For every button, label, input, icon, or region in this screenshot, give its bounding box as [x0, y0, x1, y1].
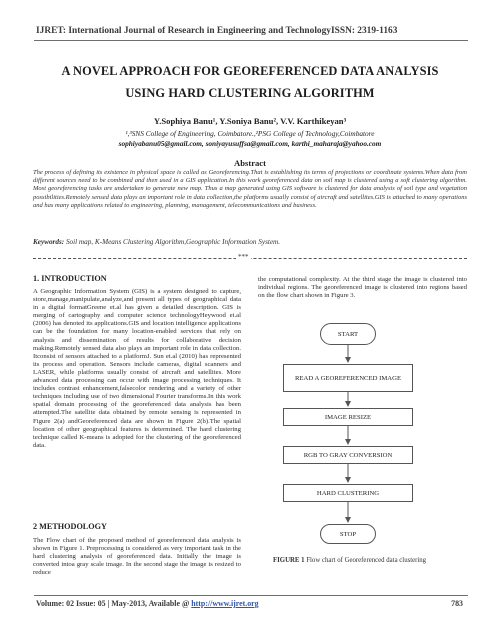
footer-divider	[34, 595, 468, 596]
flow-step-image-resize: IMAGE RESIZE	[283, 408, 413, 426]
flow-step-read-image: READ A GEOREFERENCED IMAGE	[283, 364, 413, 392]
flow-step-hard-clustering: HARD CLUSTERING	[283, 484, 413, 502]
keywords-line	[33, 238, 467, 246]
author-list: Y.Sophiya Banu¹, Y.Soniya Banu², V.V. Karthikeyan³	[153, 116, 347, 126]
flow-step-rgb-to-gray: RGB TO GRAY CONVERSION	[283, 446, 413, 464]
flow-step-start: START	[320, 323, 376, 345]
methodology-text: The Flow chart of the proposed method of georeferenced data analysis is shown in Figure 1. Preprocessing is considered as very important task in the hard clustering analysis of georeferenced data. Initially the image is converted intoa gray scale image. In the second stage the image is resized to reduce	[33, 537, 241, 577]
methodology-heading: 2 METHODOLOGY	[33, 522, 107, 531]
author-affiliations: ¹,³SNS College of Engineering, Coimbatore.,²PSG College of Technology,Coimbatore	[125, 129, 375, 138]
abstract-heading: Abstract	[234, 158, 266, 168]
author-emails: sophiyabanu05@gmail.com, soniyayusuffsa@gmail.com, karthi_maharaja@yahoo.com	[118, 139, 382, 148]
introduction-text: A Geographic Information System (GIS) is a system designed to capture, store,manage,manipulate,analyze,and present all types of geographical data in a digital formatGreene et.al has given a detailed description. GIS is merging of cartography and computer science technologyHeywood et.al (2006) has denoted its applications.GIS and location intelligence applications can be the foundation for many location-enabled services that rely on analysis and dissemination of results for collaborative decision making.Remotely sensed data also plays an important role in data collection. Itconsist of sensors attached to a platformJ. Sun et.al (2010) has represented its process and operation. Sensors include cameras, digital scanners and LASER, while platforms usually consist of aircraft and satellites. More advanced data processing can occur with image processing techniques. It includes contrast enhancement,falsecolor rendering and a variety of other techniques including use of two dimensional Fourier transforms.In this work spatial domain processing of the georeferenced data analysis has been attempted.The satellite data obtained by remote sensing is represented in Figure 2(a) andGeoreferenced data are shown in Figure 2(b).The spatial location of other geographical features is determined. The hard clustering technique called K-means is adopted for the clustering of the georeferenced data.	[33, 288, 241, 449]
footer-volume-info: Volume: 02 Issue: 05 | May-2013, Available @	[36, 599, 192, 608]
flow-step-stop: STOP	[320, 524, 376, 544]
keywords-text: Soil map, K-Means Clustering Algorithm,Geographic Information System.	[65, 238, 281, 246]
separator-stars: ***	[238, 253, 249, 261]
abstract-text: The process of defining its existence in physical space is called as Georeferencing.That is establishing its terms of projections or coordinate systems.When data from different sources need to be combined and then used in a GIS application.In this work georeferenced data on soil map is clustered using a soft clustering algorithm. Most georeferencing tasks are undertaken to generate new map. Thus a map generated using GIS software is clustered for data analysis of soil type and vegetation possibilities.Remotely sensed data plays an important role in data collection,the platforms usually consist of aircraft and satellites.GIS is attached to many operations and has many applications related to engineering, planning, management, telecommunications and business.	[33, 169, 467, 209]
figure-caption	[273, 557, 473, 564]
introduction-heading: 1. INTRODUCTION	[33, 274, 107, 283]
header-divider	[34, 40, 468, 41]
page-footer	[36, 599, 259, 608]
page-number: 783	[451, 599, 463, 608]
paper-title-line-1: A NOVEL APPROACH FOR GEOREFERENCED DATA ANALYSIS	[61, 64, 439, 78]
journal-header: IJRET: International Journal of Research in Engineering and TechnologyISSN: 2319-1163	[36, 26, 398, 36]
flow-chart-arrows	[270, 316, 470, 552]
journal-link[interactable]: http://www.ijret.org	[191, 599, 259, 608]
right-column-text: the computational complexity. At the third stage the image is clustered into individual regions. The georeferenced image is clustered into regions based on the flow chart shown in Figure 3.	[258, 276, 467, 300]
figure-caption-text: Flow chart of Georeferenced data clustering	[306, 557, 427, 564]
paper-title-line-2: USING HARD CLUSTERING ALGORITHM	[125, 86, 375, 100]
keywords-label: Keywords:	[33, 238, 65, 246]
figure-label: FIGURE 1	[273, 557, 305, 564]
